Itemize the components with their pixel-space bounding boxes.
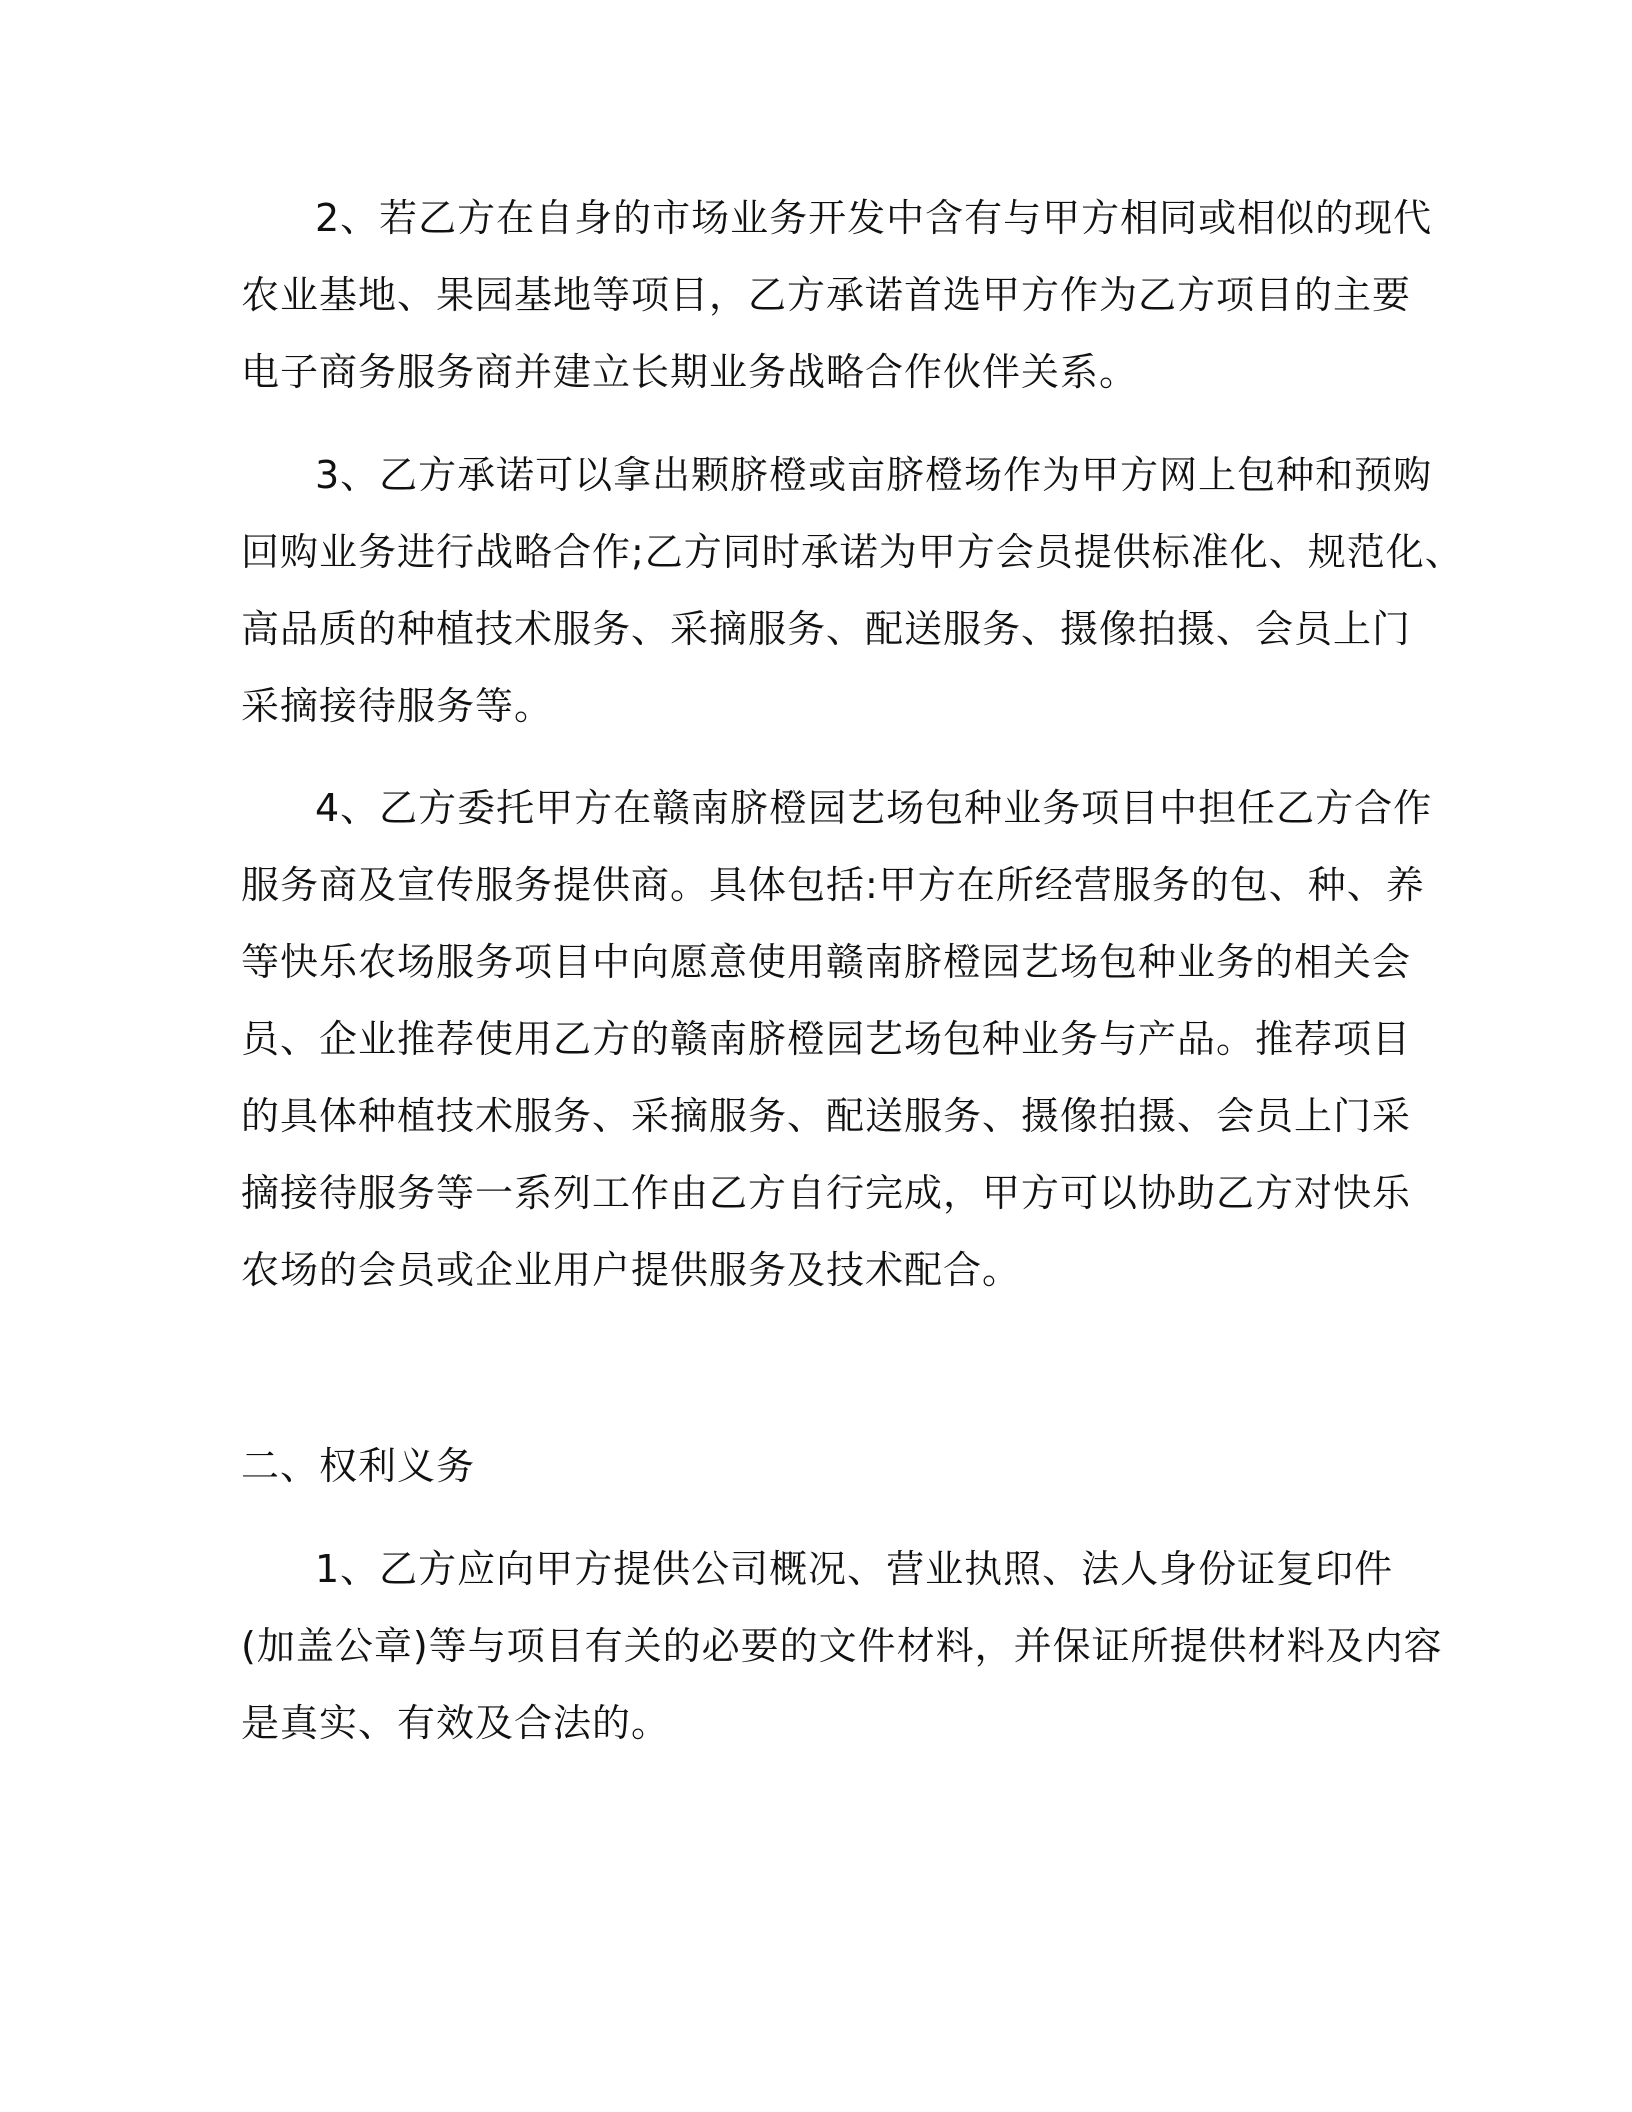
- paragraph-4-line-6: 摘接待服务等一系列工作由乙方自行完成，甲方可以协助乙方对快乐: [241, 1171, 1412, 1215]
- paragraph-2-line-3: 电子商务服务商并建立长期业务战略合作伙伴关系。: [241, 350, 1139, 394]
- section-paragraph-1-line-2: (加盖公章)等与项目有关的必要的文件材料，并保证所提供材料及内容: [241, 1624, 1443, 1668]
- paragraph-4-line-7: 农场的会员或企业用户提供服务及技术配合。: [241, 1248, 1022, 1292]
- paragraph-2-line-2: 农业基地、果园基地等项目，乙方承诺首选甲方作为乙方项目的主要: [241, 273, 1412, 317]
- paragraph-4-line-2: 服务商及宣传服务提供商。具体包括:甲方在所经营服务的包、种、养: [241, 863, 1425, 907]
- paragraph-3-line-1: 3、乙方承诺可以拿出颗脐橙或亩脐橙场作为甲方网上包种和预购: [315, 453, 1433, 497]
- paragraph-4-line-4: 员、企业推荐使用乙方的赣南脐橙园艺场包种业务与产品。推荐项目: [241, 1017, 1412, 1061]
- paragraph-3-line-3: 高品质的种植技术服务、采摘服务、配送服务、摄像拍摄、会员上门: [241, 607, 1412, 651]
- paragraph-4-line-3: 等快乐农场服务项目中向愿意使用赣南脐橙园艺场包种业务的相关会: [241, 940, 1412, 984]
- paragraph-3-line-2: 回购业务进行战略合作;乙方同时承诺为甲方会员提供标准化、规范化、: [241, 530, 1464, 574]
- paragraph-4-line-5: 的具体种植技术服务、采摘服务、配送服务、摄像拍摄、会员上门采: [241, 1094, 1412, 1138]
- paragraph-3-line-4: 采摘接待服务等。: [241, 684, 554, 728]
- paragraph-2-line-1: 2、若乙方在自身的市场业务开发中含有与甲方相同或相似的现代: [315, 196, 1433, 240]
- section-paragraph-1-line-3: 是真实、有效及合法的。: [241, 1701, 671, 1745]
- section-paragraph-1-line-1: 1、乙方应向甲方提供公司概况、营业执照、法人身份证复印件: [315, 1547, 1394, 1591]
- paragraph-4-line-1: 4、乙方委托甲方在赣南脐橙园艺场包种业务项目中担任乙方合作: [315, 786, 1433, 830]
- section-heading: 二、权利义务: [241, 1444, 476, 1488]
